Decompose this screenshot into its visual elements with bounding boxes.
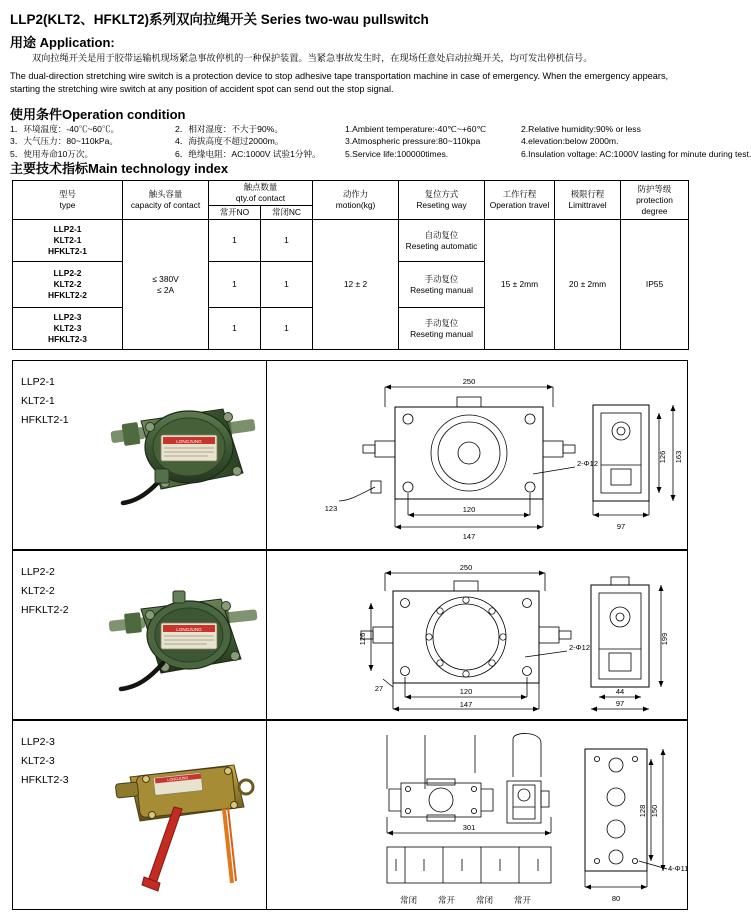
product-3-photo [108,731,268,906]
dim-120: 120 [462,505,476,514]
page-title: LLP2(KLT2、HFKLT2)系列双向拉绳开关 Series two-wau pullswitch [10,12,429,27]
dim-top-250: 250 [462,377,476,386]
op-en-5: 5.Service life:100000times. [345,148,449,159]
product-row-1 [12,360,688,550]
op-en-2: 2.Relative humidity:90% or less [521,124,641,134]
th-operation-travel: 工作行程 Operation travel [485,181,555,220]
product-3-drawing [275,729,687,909]
product-2-labels: LLP2-2 KLT2-2 HFKLT2-2 [21,566,69,616]
product-2-photo [103,561,263,711]
cell-models-1: LLP2-1 KLT2-1 HFKLT2-1 [13,220,123,262]
op-cn-6: 6．绝缘电阻：AC:1000V 试验1分钟。 [175,148,321,159]
svg-text:LONGJUNG: LONGJUNG [176,439,202,444]
dim-199: 199 [660,632,669,646]
cell-models-2: LLP2-2 KLT2-2 HFKLT2-2 [13,262,123,308]
th-no: 常开NO [209,206,261,220]
op-cn-1: 1．环境温度：-40℃~60℃。 [10,124,120,134]
dim-126: 126 [358,632,367,646]
cell-models-3: LLP2-3 KLT2-3 HFKLT2-3 [13,308,123,350]
dim-163: 163 [674,450,683,464]
cell-limit-travel: 20 ± 2mm [555,220,621,350]
table-header-row [13,181,689,206]
operation-conditions-en [345,123,751,160]
dim-44: 44 [615,687,625,696]
application-heading: 用途 Application: [10,35,115,50]
op-en-6: 6.Insulation voltage: AC:1000V lasting for minute during test. [521,148,751,159]
dim-147: 147 [462,532,476,541]
dim-top-250: 250 [459,563,473,572]
cell-nc-1: 1 [261,220,313,262]
th-capacity: 触头容量 capacity of contact [123,181,209,220]
op-en-1: 1.Ambient temperature:-40℃~+60℃ [345,124,487,134]
dim-126: 126 [658,450,667,464]
svg-text:LONGJUNG: LONGJUNG [167,775,189,783]
cell-no-3: 1 [209,308,261,350]
cell-no-1: 1 [209,220,261,262]
application-text-cn: 双向拉绳开关是用于胶带运输机现场紧急事故停机的一种保护装置。当紧急事故发生时，在现场任意处启动拉绳开关，均可发出停机信号。 [32,53,593,63]
product-row-2 [12,550,688,720]
dim-150: 150 [650,804,659,818]
product-1-labels: LLP2-1 KLT2-1 HFKLT2-1 [21,376,69,426]
cell-motion: 12 ± 2 [313,220,399,350]
svg-text:LONGJUNG: LONGJUNG [176,627,202,632]
dim-hole: 4-Φ11 [668,864,689,873]
dim-123: 123 [324,504,338,513]
product-1-photo [103,377,263,537]
op-cn-3: 3．大气压力：80~110kPa。 [10,136,119,147]
dim-27: 27 [374,684,384,693]
th-nc: 常闭NC [261,206,313,220]
th-protection: 防护等级 protection degree [621,181,689,220]
th-type: 型号 type [13,181,123,220]
dim-97: 97 [616,522,626,531]
op-cn-4: 4．海拔高度不超过2000m。 [175,136,284,147]
dim-80: 80 [611,894,621,903]
operation-heading: 使用条件Operation condition [10,107,186,122]
dim-hole: 2-Φ12 [577,459,598,468]
dim-hole: 2-Φ12 [569,643,590,652]
cell-reset-2: 手动复位 Reseting manual [399,262,485,308]
cell-reset-3: 手动复位 Reseting manual [399,308,485,350]
tech-index-heading: 主要技术指标Main technology index [10,161,229,176]
cell-nc-2: 1 [261,262,313,308]
th-motion: 动作力 motion(kg) [313,181,399,220]
product-2-drawing [275,557,685,715]
contact-label-1: 常闭 [400,895,418,905]
cell-protection: IP55 [621,220,689,350]
product-1-drawing [275,369,685,544]
th-reset: 复位方式 Reseting way [399,181,485,220]
op-cn-2: 2．相对湿度：不大于90%。 [175,124,283,134]
dim-128: 128 [638,804,647,818]
op-en-4: 4.elevation:below 2000m. [521,136,619,147]
product-3-labels: LLP2-3 KLT2-3 HFKLT2-3 [21,736,69,786]
application-text-en: The dual-direction stretching wire switch is a protection device to stop adhesive tape transportation machine in case of emergency. When the emergency appears, starting the stretching wire switch at any position of accident spot can send out the stop signal. [10,71,669,94]
tech-index-table [12,180,689,350]
contact-label-2: 常开 [438,895,456,905]
dim-120: 120 [459,687,473,696]
contact-label-3: 常闭 [476,895,494,905]
op-cn-5: 5．使用寿命10万次。 [10,148,94,159]
cell-reset-1: 自动复位 Reseting automatic [399,220,485,262]
cell-nc-3: 1 [261,308,313,350]
cell-capacity: ≤ 380V ≤ 2A [123,220,209,350]
dim-147: 147 [459,700,473,709]
th-contact-qty: 触点数量 qty.of contact [209,181,313,206]
operation-conditions-cn [10,123,340,160]
product-row-3 [12,720,688,910]
dim-97: 97 [615,699,625,708]
th-limit-travel: 极限行程 Limittravel [555,181,621,220]
dim-301: 301 [462,823,476,832]
cell-no-2: 1 [209,262,261,308]
table-row [13,220,689,262]
contact-label-4: 常开 [514,895,532,905]
op-en-3: 3.Atmospheric pressure:80~110kpa [345,136,481,147]
cell-operation-travel: 15 ± 2mm [485,220,555,350]
